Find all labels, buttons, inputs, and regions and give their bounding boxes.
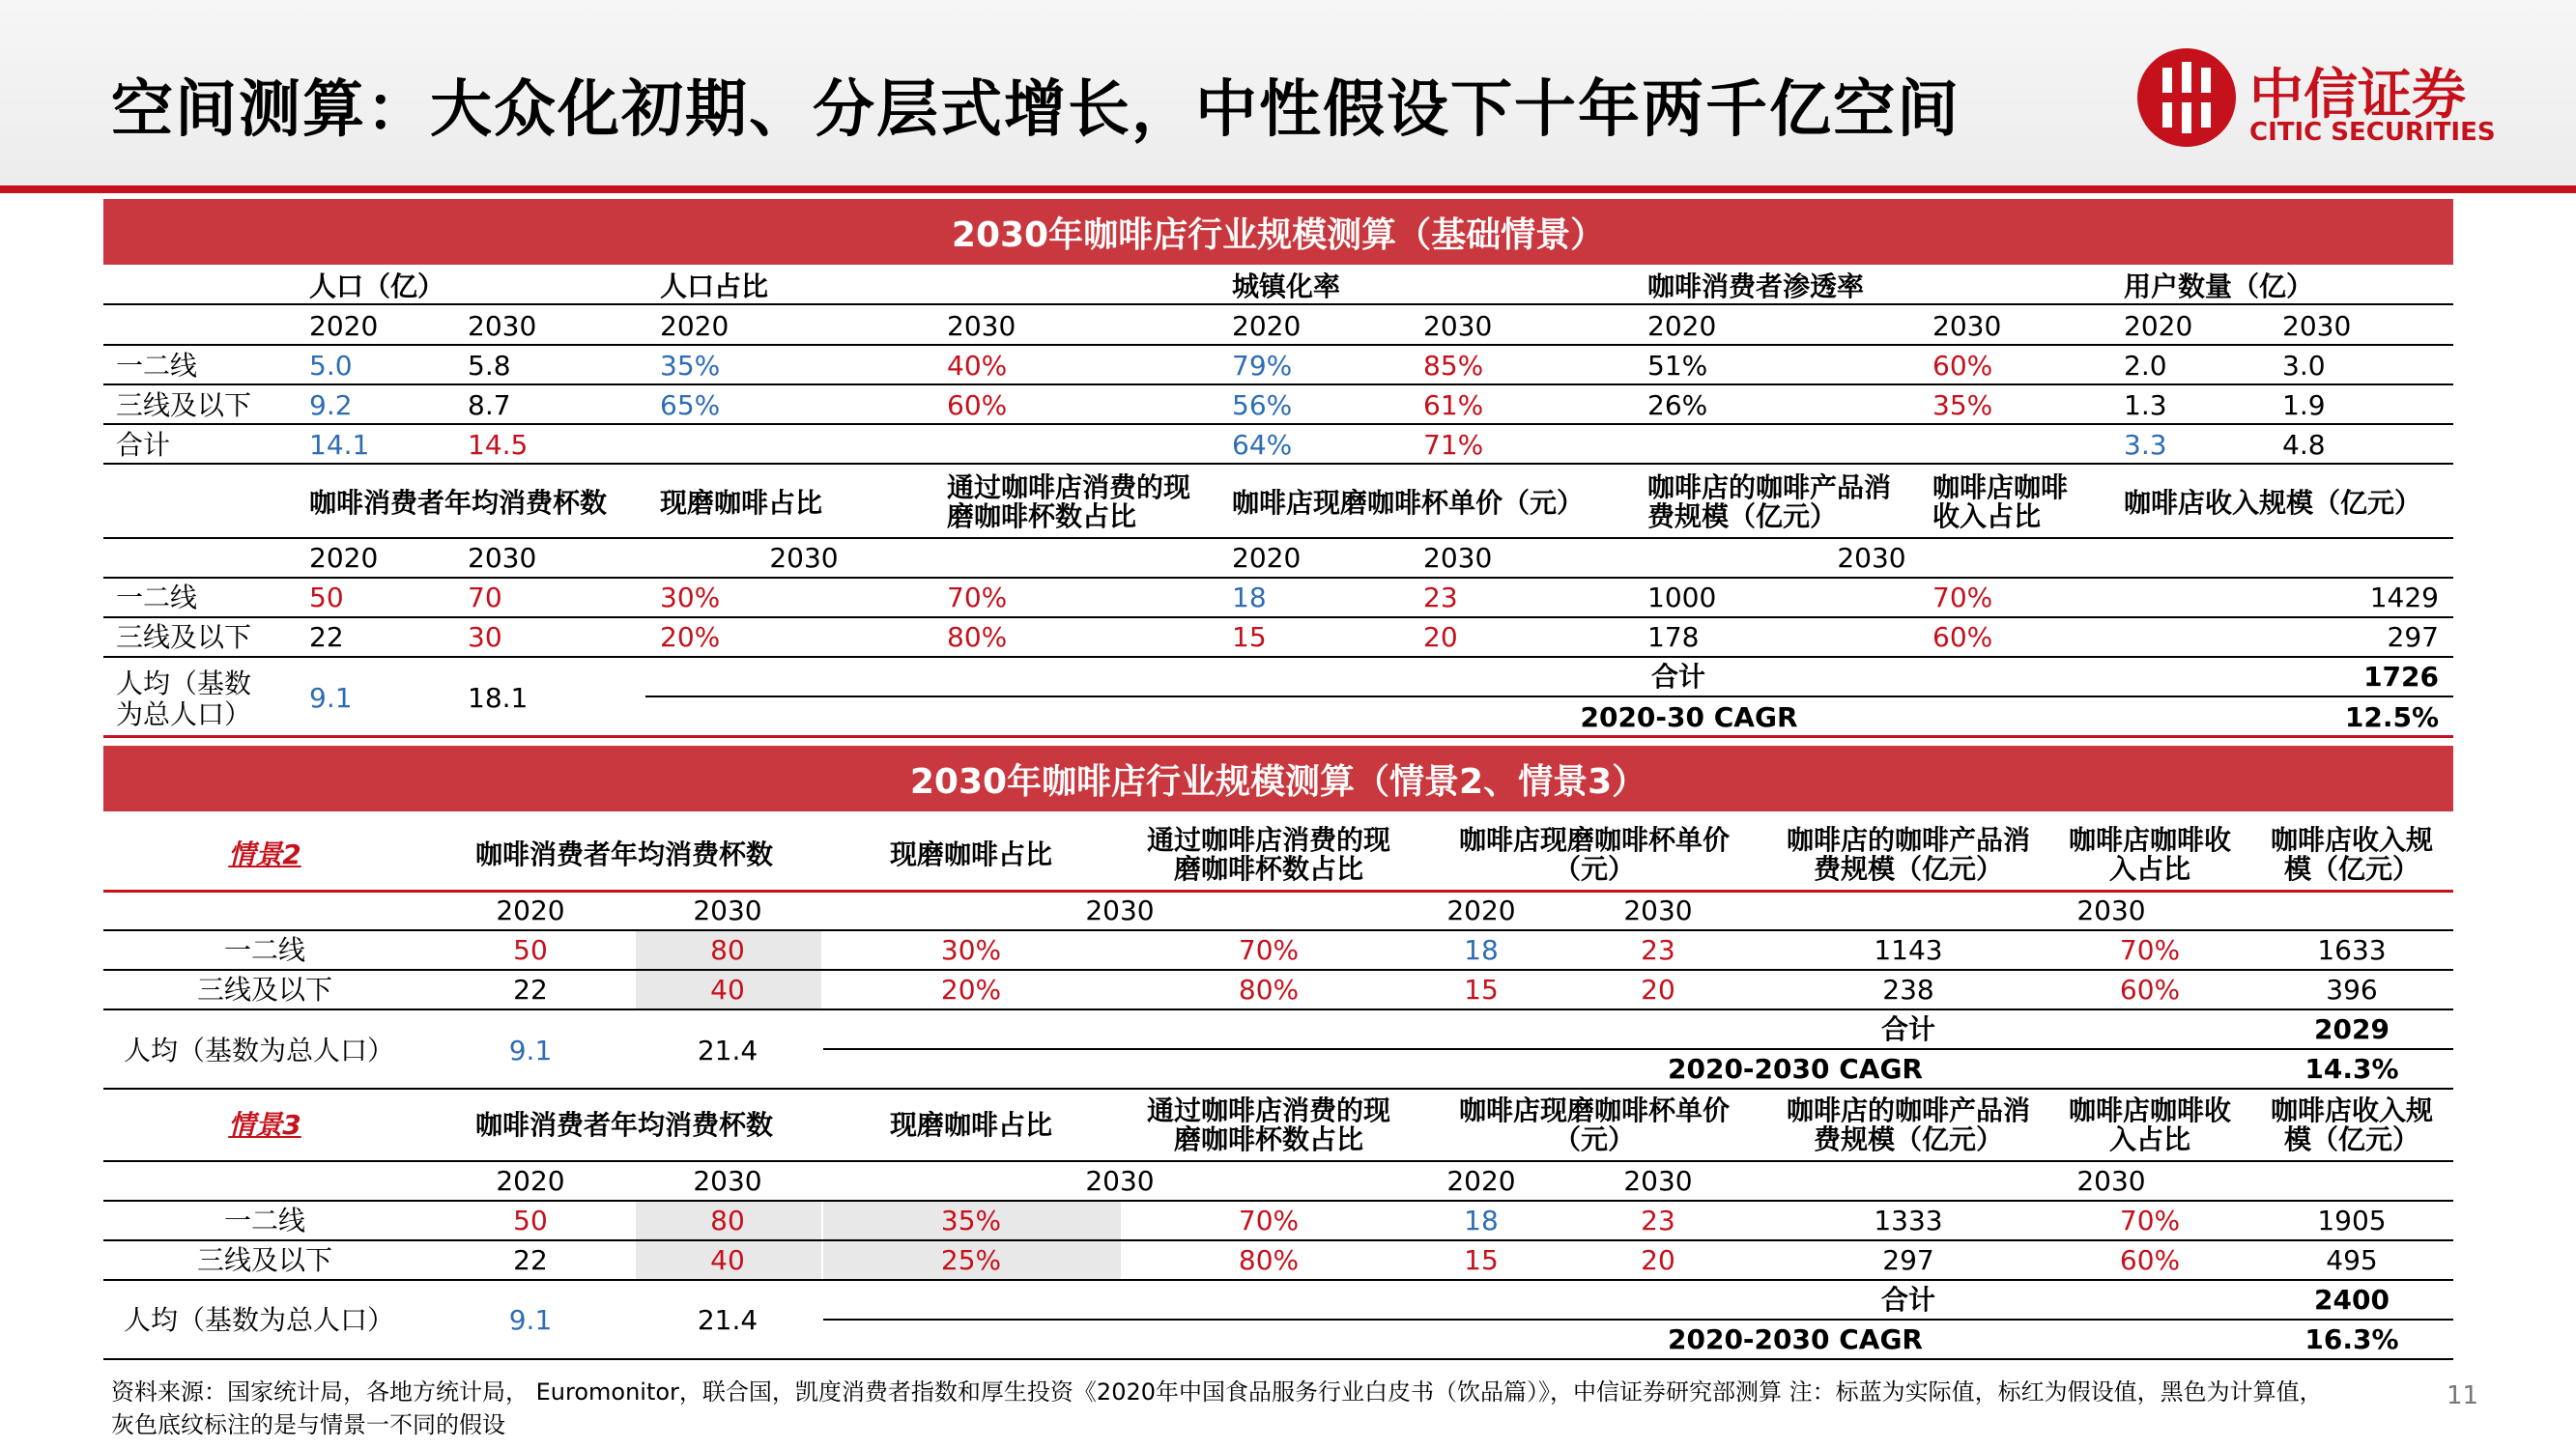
cell-value: 70% [1932, 582, 1993, 613]
year-label: 2030 [1623, 895, 1693, 926]
divider [103, 1009, 2453, 1010]
cell-value: 2.0 [2124, 350, 2167, 382]
cell-value: 80 [710, 934, 745, 966]
divider [103, 423, 2453, 425]
source-note [111, 1376, 2430, 1441]
cell-value: 60% [947, 389, 1008, 421]
divider [103, 537, 2453, 539]
cell-value: 35% [660, 350, 721, 382]
cell-value: 51% [1647, 350, 1708, 382]
year-label: 2030 [1085, 895, 1155, 926]
year-label: 2020 [496, 1165, 565, 1197]
cell-value: 5.0 [309, 350, 353, 382]
s1-header-cups: 咖啡消费者年均消费杯数 [309, 487, 608, 519]
year-label: 2020 [309, 542, 379, 574]
cell-value: 1905 [2317, 1205, 2387, 1236]
row-label: 一二线 [116, 582, 198, 613]
page-number: 11 [2447, 1381, 2479, 1410]
cell-value: 50 [513, 1205, 548, 1236]
cell-value: 79% [1232, 350, 1293, 382]
s1-header-rev: 咖啡店收入规模（亿元） [2124, 487, 2422, 519]
cell-value: 61% [1423, 389, 1484, 421]
cell-value: 9.1 [508, 1304, 553, 1336]
total-label: 合计 [1880, 1284, 1936, 1316]
cell-value: 15 [1464, 974, 1499, 1006]
section1-band: 2030年咖啡店行业规模测算（基础情景） [103, 199, 2453, 265]
year-label: 2030 [1932, 310, 2002, 342]
cell-value: 21.4 [697, 1035, 758, 1066]
year-label: 2020 [496, 895, 565, 926]
year-label: 2030 [1623, 1165, 1693, 1197]
year-label: 2030 [1423, 310, 1493, 342]
total-label: 合计 [1650, 661, 1706, 693]
header-divider-red [103, 890, 2453, 893]
citic-logo [2137, 48, 2495, 155]
cagr-value: 12.5% [2344, 701, 2439, 733]
cell-value: 22 [513, 974, 548, 1006]
row-label: 一二线 [116, 350, 198, 382]
s1-header-urban: 城镇化率 [1232, 270, 1341, 302]
divider [103, 384, 2453, 385]
divider [103, 616, 2453, 618]
cell-value: 15 [1464, 1244, 1499, 1276]
s3-header-cups: 咖啡消费者年均消费杯数 [474, 1109, 774, 1141]
s3-header-ratio: 咖啡店咖啡收入占比 [2068, 1094, 2231, 1155]
cell-value: 1000 [1647, 582, 1717, 613]
cell-value: 40 [710, 1244, 745, 1276]
divider [103, 656, 2453, 658]
s1-header-fresh: 现磨咖啡占比 [660, 487, 823, 519]
year-label: 2020 [1446, 895, 1516, 926]
scenario3-label: 情景3 [228, 1109, 301, 1141]
s3-header-via: 通过咖啡店消费的现磨咖啡杯数占比 [1146, 1094, 1390, 1155]
year-label: 2030 [693, 895, 762, 926]
cell-value: 1.3 [2124, 389, 2167, 421]
cell-value: 60% [2119, 1244, 2181, 1276]
cell-value: 18 [1464, 934, 1499, 966]
logo-chinese-text: 中信证券 [2249, 64, 2466, 127]
divider [103, 1358, 2453, 1360]
source-note-line2: 灰色底纹标注的是与情景一不同的假设 [111, 1411, 505, 1438]
avg-label: 人均（基数为总人口） [116, 668, 252, 730]
cell-value: 50 [513, 934, 548, 966]
cell-value: 21.4 [697, 1304, 758, 1336]
s2-header-via: 通过咖啡店消费的现磨咖啡杯数占比 [1146, 824, 1390, 885]
year-label: 2020 [660, 310, 730, 342]
cell-value: 70% [2119, 934, 2181, 966]
cell-value: 8.7 [468, 389, 511, 421]
cell-value: 1.9 [2282, 389, 2326, 421]
scenario2-label: 情景2 [228, 838, 301, 870]
s3-header-price: 咖啡店现磨咖啡杯单价（元） [1458, 1094, 1730, 1155]
year-label: 2030 [693, 1165, 762, 1197]
cell-value: 26% [1647, 389, 1708, 421]
year-label: 2020 [1446, 1165, 1516, 1197]
cell-value: 23 [1641, 1205, 1675, 1236]
cell-value: 80 [710, 1205, 745, 1236]
page-title: 空间测算：大众化初期、分层式增长，中性假设下十年两千亿空间 [111, 74, 1961, 146]
divider [103, 344, 2453, 346]
s3-header-fresh: 现磨咖啡占比 [889, 1109, 1053, 1141]
cell-value: 70% [947, 582, 1008, 613]
cell-value: 1143 [1874, 934, 1943, 966]
cell-value: 80% [1238, 1244, 1300, 1276]
cell-value: 40 [710, 974, 745, 1006]
cell-value: 22 [309, 621, 344, 653]
divider [103, 463, 2453, 465]
cell-value: 20 [1423, 621, 1458, 653]
row-label: 一二线 [223, 934, 306, 966]
section2-band: 2030年咖啡店行业规模测算（情景2、情景3） [103, 746, 2453, 811]
s2-header-price: 咖啡店现磨咖啡杯单价（元） [1458, 824, 1730, 885]
divider [103, 1088, 2453, 1090]
cell-value: 70% [1238, 1205, 1300, 1236]
cell-value: 60% [1932, 621, 1993, 653]
divider [645, 696, 2453, 697]
year-label: 2030 [468, 310, 537, 342]
cell-value: 20 [1641, 974, 1675, 1006]
cell-value: 25% [940, 1244, 1002, 1276]
cell-value: 50 [309, 582, 344, 613]
divider [103, 969, 2453, 971]
cell-value: 23 [1641, 934, 1675, 966]
row-label: 三线及以下 [116, 621, 252, 653]
s1-header-share: 人口占比 [660, 270, 769, 302]
cell-value: 9.2 [309, 389, 353, 421]
cell-value: 238 [1882, 974, 1934, 1006]
cell-value: 35% [940, 1205, 1002, 1236]
cell-value: 3.0 [2282, 350, 2326, 382]
header-divider [0, 185, 2576, 193]
row-label: 三线及以下 [196, 974, 333, 1006]
cell-value: 396 [2326, 974, 2378, 1006]
year-label: 2030 [468, 542, 537, 574]
cell-value: 71% [1423, 429, 1484, 461]
cell-value: 14.5 [468, 429, 529, 461]
cell-value: 30 [468, 621, 502, 653]
cell-value: 40% [947, 350, 1008, 382]
cell-value: 20 [1641, 1244, 1675, 1276]
cell-value: 23 [1423, 582, 1458, 613]
cell-value: 65% [660, 389, 721, 421]
logo-english-text: CITIC SECURITIES [2249, 118, 2496, 147]
s3-header-scale: 咖啡店的咖啡产品消费规模（亿元） [1786, 1094, 2030, 1155]
cagr-value: 16.3% [2304, 1323, 2399, 1355]
section-divider [103, 735, 2453, 738]
total-value: 2400 [2314, 1284, 2390, 1316]
cagr-value: 14.3% [2304, 1053, 2399, 1085]
cell-value: 9.1 [508, 1035, 553, 1066]
total-value: 1726 [2363, 661, 2439, 693]
s1-header-scale: 咖啡店的咖啡产品消费规模（亿元） [1647, 471, 1892, 532]
year-label: 2020 [1232, 310, 1302, 342]
divider [823, 1319, 2453, 1321]
row-label: 合计 [116, 429, 171, 461]
cell-value: 18 [1232, 582, 1267, 613]
divider [103, 303, 2453, 305]
s1-header-users: 用户数量（亿） [2124, 270, 2314, 302]
divider [103, 1239, 2453, 1241]
cagr-label: 2020-30 CAGR [1580, 701, 1798, 733]
cell-value: 70% [1238, 934, 1300, 966]
divider [103, 1279, 2453, 1281]
cell-value: 4.8 [2282, 429, 2326, 461]
cell-value: 495 [2326, 1244, 2378, 1276]
cell-value: 5.8 [468, 350, 511, 382]
year-label: 2020 [1647, 310, 1717, 342]
cell-value: 15 [1232, 621, 1267, 653]
cell-value: 178 [1647, 621, 1700, 653]
cagr-label: 2020-2030 CAGR [1668, 1323, 1923, 1355]
cell-value: 1333 [1874, 1205, 1943, 1236]
year-label: 2030 [1085, 1165, 1155, 1197]
cell-value: 70 [468, 582, 502, 613]
year-label: 2030 [2076, 1165, 2146, 1197]
cell-value: 80% [1238, 974, 1300, 1006]
cell-value: 1429 [2369, 582, 2439, 613]
s3-header-rev: 咖啡店收入规模（亿元） [2270, 1094, 2433, 1155]
divider [103, 577, 2453, 579]
cell-value: 80% [947, 621, 1008, 653]
year-label: 2020 [2124, 310, 2193, 342]
s1-header-via: 通过咖啡店消费的现磨咖啡杯数占比 [947, 471, 1191, 532]
total-label: 合计 [1880, 1013, 1936, 1045]
year-label: 2030 [769, 542, 839, 574]
divider [103, 929, 2453, 931]
source-note-line1: 资料来源：国家统计局，各地方统计局， Euromonitor，联合国，凯度消费者指数和厚生投资《2020年中国食品服务行业白皮书（饮品篇）》，中信证券研究部测算 注：标蓝为实际值，标红为假设值，黑色为计算值， [111, 1378, 2323, 1406]
cell-value: 30% [660, 582, 721, 613]
total-value: 2029 [2314, 1013, 2390, 1045]
avg-label: 人均（基数为总人口） [123, 1035, 395, 1066]
cell-value: 70% [2119, 1205, 2181, 1236]
cell-value: 60% [2119, 974, 2181, 1006]
year-label: 2020 [1232, 542, 1302, 574]
s1-header-penetration: 咖啡消费者渗透率 [1647, 270, 1865, 302]
year-label: 2030 [1837, 542, 1906, 574]
cell-value: 35% [1932, 389, 1993, 421]
cell-value: 9.1 [309, 682, 353, 714]
cagr-label: 2020-2030 CAGR [1668, 1053, 1923, 1085]
cell-value: 20% [660, 621, 721, 653]
s2-header-scale: 咖啡店的咖啡产品消费规模（亿元） [1786, 824, 2030, 885]
year-label: 2030 [2282, 310, 2352, 342]
divider [103, 1160, 2453, 1162]
s1-header-price: 咖啡店现磨咖啡杯单价（元） [1232, 487, 1585, 519]
cell-value: 18 [1464, 1205, 1499, 1236]
row-label: 三线及以下 [196, 1244, 333, 1276]
cell-value: 297 [1882, 1244, 1934, 1276]
cell-value: 30% [940, 934, 1002, 966]
year-label: 2030 [2076, 895, 2146, 926]
avg-label: 人均（基数为总人口） [123, 1304, 395, 1336]
s1-header-ratio: 咖啡店咖啡收入占比 [1932, 471, 2069, 532]
s2-header-fresh: 现磨咖啡占比 [889, 838, 1053, 870]
cell-value: 20% [940, 974, 1002, 1006]
cell-value: 1633 [2317, 934, 2387, 966]
s2-header-cups: 咖啡消费者年均消费杯数 [474, 838, 774, 870]
row-label: 一二线 [223, 1205, 306, 1236]
cell-value: 18.1 [468, 682, 529, 714]
s1-header-pop: 人口（亿） [309, 270, 445, 302]
cell-value: 14.1 [309, 429, 370, 461]
s2-header-rev: 咖啡店收入规模（亿元） [2270, 824, 2433, 885]
divider [823, 1048, 2453, 1050]
cell-value: 64% [1232, 429, 1293, 461]
cell-value: 60% [1932, 350, 1993, 382]
year-label: 2030 [947, 310, 1016, 342]
s2-header-ratio: 咖啡店咖啡收入占比 [2068, 824, 2231, 885]
citic-emblem-icon [2137, 48, 2236, 147]
cell-value: 3.3 [2124, 429, 2167, 461]
divider [103, 1200, 2453, 1202]
cell-value: 56% [1232, 389, 1293, 421]
year-label: 2020 [309, 310, 379, 342]
cell-value: 297 [2387, 621, 2439, 653]
cell-value: 22 [513, 1244, 548, 1276]
cell-value: 85% [1423, 350, 1484, 382]
year-label: 2030 [1423, 542, 1493, 574]
row-label: 三线及以下 [116, 389, 252, 421]
